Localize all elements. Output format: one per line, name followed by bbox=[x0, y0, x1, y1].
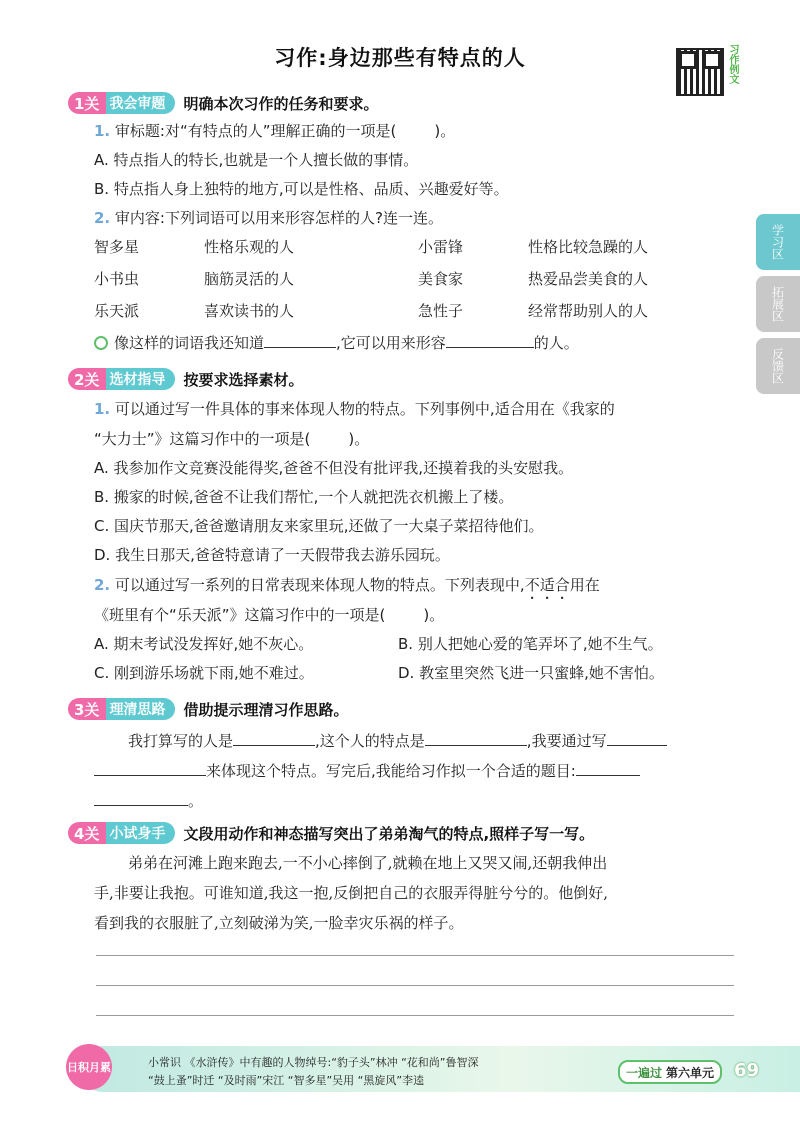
match-word-1: 智多星 bbox=[94, 238, 140, 256]
s2-q1-option-a: A. 我参加作文竞赛没能得奖,爸爸不但没有批评我,还摸着我的头安慰我。 bbox=[94, 459, 574, 477]
writing-line-3[interactable] bbox=[96, 1015, 734, 1016]
blank-describe[interactable] bbox=[446, 333, 534, 348]
writing-line-2[interactable] bbox=[96, 985, 734, 986]
s2-question-1-cont: “大力士”》这篇习作中的一项是( )。 bbox=[94, 430, 370, 448]
s2-q1-option-c: C. 国庆节那天,爸爸邀请朋友来家里玩,还做了一大桌子菜招待他们。 bbox=[94, 517, 544, 535]
match-word-5: 乐天派 bbox=[94, 302, 140, 320]
blank-person[interactable] bbox=[233, 731, 315, 746]
blank-method-a[interactable] bbox=[607, 731, 667, 746]
s1-option-b: B. 特点指人身上独特的地方,可以是性格、品质、兴趣爱好等。 bbox=[94, 180, 509, 198]
section-1-badge: 1关 我会审题 bbox=[68, 92, 175, 114]
lightbulb-icon bbox=[94, 336, 108, 350]
s3-line-1: 我打算写的人是 ,这个人的特点是 ,我要通过写 bbox=[128, 730, 667, 751]
page-title: 习作:身边那些有特点的人 bbox=[274, 46, 526, 70]
writing-line-1[interactable] bbox=[96, 955, 734, 956]
page-number: 69 bbox=[734, 1060, 760, 1081]
section-3-header bbox=[68, 698, 348, 720]
s1-question-1: 1. 审标题:对“有特点的人”理解正确的一项是( )。 bbox=[94, 122, 456, 140]
blank-trait[interactable] bbox=[425, 731, 527, 746]
brand-logo: 一遍过 bbox=[626, 1065, 663, 1080]
side-tabs bbox=[756, 214, 800, 400]
match-word-3: 小书虫 bbox=[94, 270, 140, 288]
qr-code-icon[interactable] bbox=[676, 48, 724, 96]
s1-extra-line: 像这样的词语我还知道 ,它可以用来形容 的人。 bbox=[94, 332, 579, 353]
match-desc-2: 性格比较急躁的人 bbox=[528, 238, 649, 256]
s4-paragraph-2: 手,非要让我抱。可谁知道,我这一抱,反倒把自己的衣服弄得脏兮兮的。他倒好, bbox=[94, 884, 609, 902]
tab-study[interactable]: 学习区 bbox=[756, 214, 800, 270]
match-desc-3: 脑筋灵活的人 bbox=[204, 270, 295, 288]
match-desc-1: 性格乐观的人 bbox=[204, 238, 295, 256]
section-3-task: 借助提示理清习作思路。 bbox=[183, 700, 349, 719]
qr-label: 习作例文 bbox=[727, 44, 738, 84]
s2-question-2: 2. 可以通过写一系列的日常表现来体现人物的特点。下列表现中,不适合用在 bbox=[94, 576, 600, 594]
footer-badge: 日积月累 bbox=[66, 1044, 112, 1090]
tab-expand[interactable]: 拓展区 bbox=[756, 276, 800, 332]
s4-paragraph-1: 弟弟在河滩上跑来跑去,一不小心摔倒了,就赖在地上又哭又闹,还朝我伸出 bbox=[128, 854, 608, 872]
section-4-header bbox=[68, 822, 594, 844]
s3-line-3: 。 bbox=[94, 790, 203, 811]
s3-line-2: 来体现这个特点。写完后,我能给习作拟一个合适的题目: bbox=[94, 760, 640, 781]
s4-paragraph-3: 看到我的衣服脏了,立刻破涕为笑,一脸幸灾乐祸的样子。 bbox=[94, 914, 464, 932]
footer-tip-line-2: “鼓上蚤”时迁 “及时雨”宋江 “智多星”吴用 “黑旋风”李逵 bbox=[148, 1074, 425, 1087]
section-1-header bbox=[68, 92, 378, 114]
unit-name: 第六单元 bbox=[666, 1065, 715, 1080]
match-word-4: 美食家 bbox=[418, 270, 464, 288]
match-word-6: 急性子 bbox=[418, 302, 464, 320]
blank-method-b[interactable] bbox=[94, 761, 206, 776]
s2-q2-option-b: B. 别人把她心爱的笔弄坏了,她不生气。 bbox=[398, 635, 663, 653]
blank-title-b[interactable] bbox=[94, 791, 188, 806]
section-3-badge: 3关 理清思路 bbox=[68, 698, 175, 720]
s2-q2-option-a: A. 期末考试没发挥好,她不灰心。 bbox=[94, 635, 314, 653]
s2-q1-option-d: D. 我生日那天,爸爸特意请了一天假带我去游乐园玩。 bbox=[94, 546, 450, 564]
s2-q2-option-d: D. 教室里突然飞进一只蜜蜂,她不害怕。 bbox=[398, 664, 664, 682]
section-1-task: 明确本次习作的任务和要求。 bbox=[183, 94, 379, 113]
section-4-badge: 4关 小试身手 bbox=[68, 822, 175, 844]
section-2-badge: 2关 选材指导 bbox=[68, 368, 175, 390]
section-2-task: 按要求选择素材。 bbox=[183, 370, 304, 389]
tab-feedback[interactable]: 反馈区 bbox=[756, 338, 800, 394]
match-desc-4: 热爱品尝美食的人 bbox=[528, 270, 649, 288]
s2-q2-option-c: C. 刚到游乐场就下雨,她不难过。 bbox=[94, 664, 314, 682]
s2-q1-option-b: B. 搬家的时候,爸爸不让我们帮忙,一个人就把洗衣机搬上了楼。 bbox=[94, 488, 514, 506]
match-word-2: 小雷锋 bbox=[418, 238, 464, 256]
match-desc-6: 经常帮助别人的人 bbox=[528, 302, 649, 320]
section-2-header bbox=[68, 368, 303, 390]
s1-option-a: A. 特点指人的特长,也就是一个人擅长做的事情。 bbox=[94, 151, 419, 169]
blank-title-a[interactable] bbox=[576, 761, 640, 776]
unit-label bbox=[618, 1060, 722, 1084]
section-4-task: 文段用动作和神态描写突出了弟弟淘气的特点,照样子写一写。 bbox=[183, 824, 595, 843]
s2-question-1: 1. 可以通过写一件具体的事来体现人物的特点。下列事例中,适合用在《我家的 bbox=[94, 400, 615, 418]
footer-tip-line-1: 小常识 《水浒传》中有趣的人物绰号:“豹子头”林冲 “花和尚”鲁智深 bbox=[148, 1056, 479, 1069]
match-desc-5: 喜欢读书的人 bbox=[204, 302, 295, 320]
s2-question-2-cont: 《班里有个“乐天派”》这篇习作中的一项是( )。 bbox=[94, 606, 445, 624]
blank-word[interactable] bbox=[264, 333, 336, 348]
s1-question-2: 2. 审内容:下列词语可以用来形容怎样的人?连一连。 bbox=[94, 209, 443, 227]
